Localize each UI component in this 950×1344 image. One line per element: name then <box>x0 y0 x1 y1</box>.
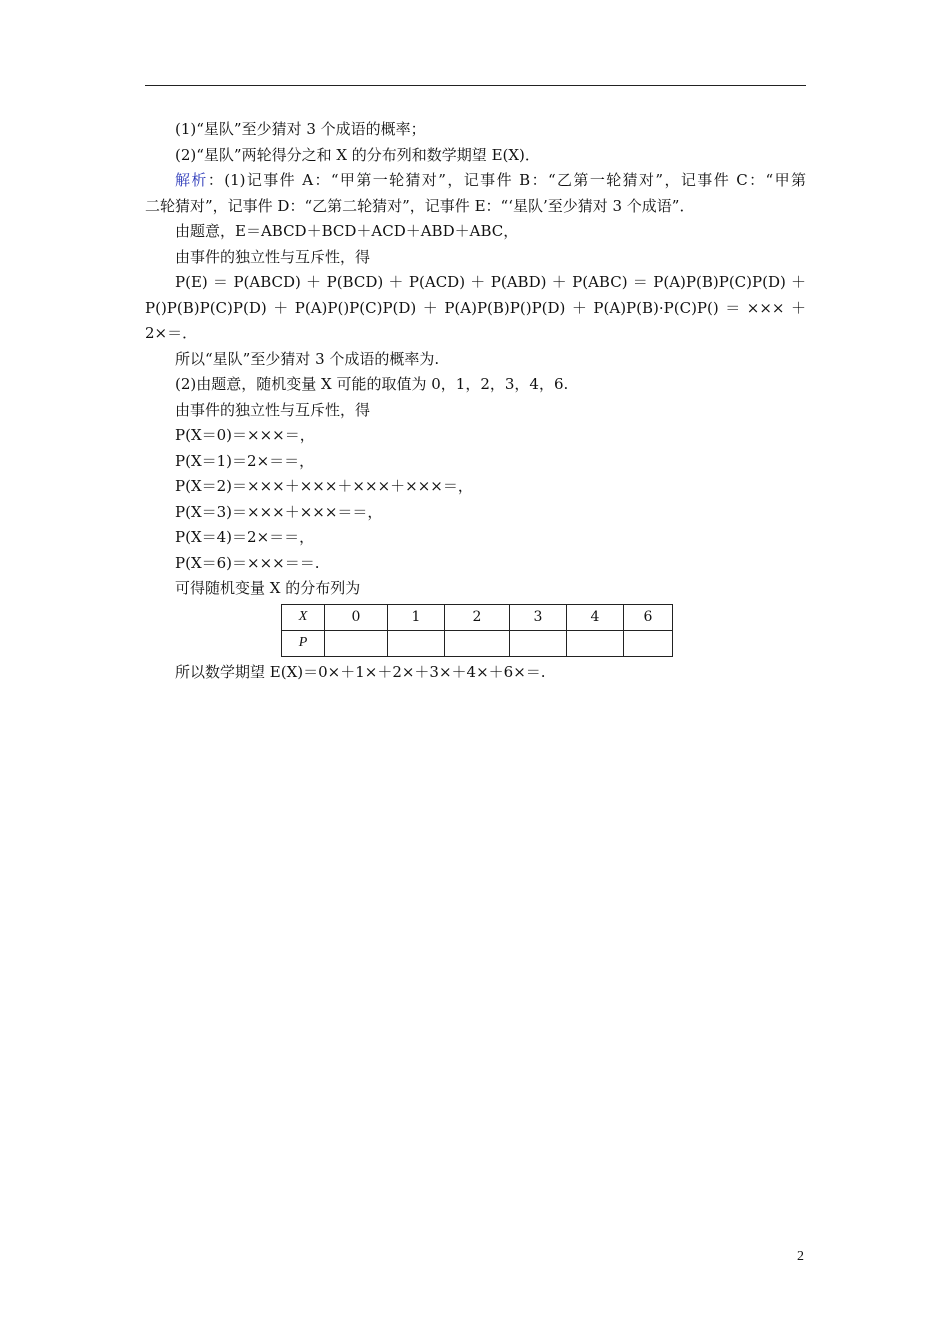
analysis-label: 解析 <box>175 171 208 189</box>
part-1-conclusion: 所以“星队”至少猜对 3 个成语的概率为. <box>175 349 440 368</box>
probability-expansion-3: 2×＝． <box>145 324 198 342</box>
question-part-2: (2)“星队”两轮得分之和 X 的分布列和数学期望 E(X)． <box>175 145 540 164</box>
expectation: 所以数学期望 E(X)＝0×＋1×＋2×＋3×＋4×＋6×＝. <box>175 662 546 681</box>
distribution-table <box>281 604 673 657</box>
table-row-x <box>282 604 673 630</box>
table-cell-p <box>388 630 445 656</box>
solution-intro-text: ：(1)记事件 A：“甲第一轮猜对”，记事件 B：“乙第一轮猜对”，记事件 C：“甲第 <box>207 171 806 189</box>
prob-x-4: P(X＝4)＝2×＝＝， <box>175 528 315 546</box>
question-part-1: (1)“星队”至少猜对 3 个成语的概率； <box>175 120 426 138</box>
prob-x-1: P(X＝1)＝2×＝＝， <box>175 451 315 470</box>
prob-x-3: P(X＝3)＝×××＋×××＝＝， <box>175 502 383 521</box>
part-2-values: (2)由题意，随机变量 X 可能的取值为 0，1，2，3，4，6. <box>175 375 569 393</box>
prob-x-6: P(X＝6)＝×××＝＝. <box>175 553 320 572</box>
table-cell-x: 6 <box>624 604 673 630</box>
independence-note: 由事件的独立性与互斥性，得 <box>175 247 371 266</box>
table-cell-x: 4 <box>567 604 624 630</box>
table-cell-p <box>325 630 388 656</box>
prob-x-2: P(X＝2)＝×××＋×××＋×××＋×××＝， <box>175 477 473 495</box>
solution-intro <box>145 168 806 194</box>
event-expression: 由题意，E＝ABCD＋BCD＋ACD＋ABD＋ABC， <box>175 222 519 240</box>
solution-events: 二轮猜对”，记事件 D：“乙第二轮猜对”，记事件 E：“‘星队’至少猜对 3 个成语”． <box>145 196 695 215</box>
distribution-table-wrap <box>145 604 806 660</box>
independence-note-2: 由事件的独立性与互斥性，得 <box>175 400 371 419</box>
table-row-p <box>282 630 673 656</box>
table-cell-x: 1 <box>388 604 445 630</box>
document-body <box>145 117 806 685</box>
prob-x-0: P(X＝0)＝×××＝， <box>175 426 315 444</box>
distribution-intro: 可得随机变量 X 的分布列为 <box>175 579 361 597</box>
table-header-x: X <box>282 604 325 630</box>
probability-expansion-1: P(E) ＝ P(ABCD) ＋ P(BCD) ＋ P(ACD) ＋ P(ABD) ＋ P(ABC) ＝ P(A)P(B)P(C)P(D) ＋ <box>175 273 806 291</box>
page-number: 2 <box>797 1249 804 1264</box>
table-cell-x: 0 <box>325 604 388 630</box>
table-cell-p <box>445 630 510 656</box>
table-header-p: P <box>282 630 325 656</box>
table-cell-x: 2 <box>445 604 510 630</box>
table-cell-p <box>510 630 567 656</box>
header-rule <box>145 85 806 86</box>
table-cell-p <box>567 630 624 656</box>
table-cell-x: 3 <box>510 604 567 630</box>
table-cell-p <box>624 630 673 656</box>
probability-expansion-2: P()P(B)P(C)P(D)＋P(A)P()P(C)P(D)＋P(A)P(B)P()P(D)＋P(A)P(B)·P(C)P()＝×××＋ <box>145 298 806 317</box>
